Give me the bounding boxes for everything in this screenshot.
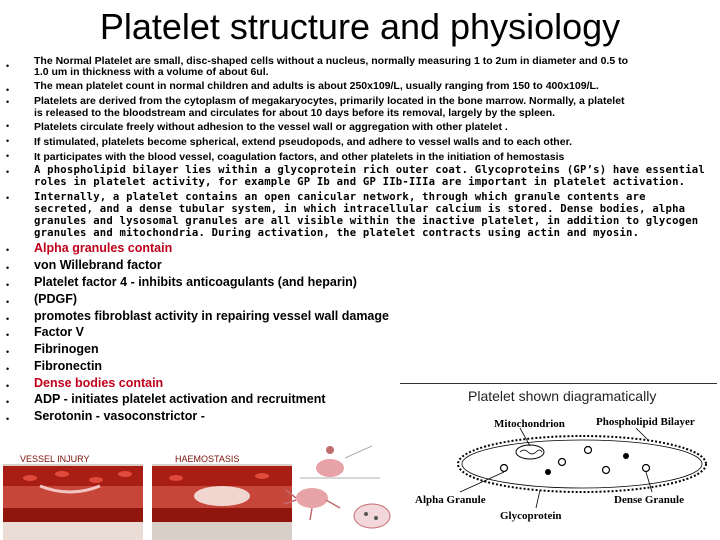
- bullet: •: [6, 297, 10, 307]
- granule-item: promotes fibroblast activity in repairing vessel wall damage: [34, 309, 389, 323]
- bullet: •: [6, 245, 10, 255]
- bullet: •: [6, 193, 10, 203]
- granule-item: (PDGF): [34, 292, 78, 306]
- page-title: Platelet structure and physiology: [99, 6, 621, 47]
- bullet: •: [6, 330, 10, 340]
- label-dense-granule: Dense Granule: [614, 494, 684, 506]
- bullet: •: [6, 347, 10, 357]
- label-alpha-granule: Alpha Granule: [415, 494, 486, 506]
- granule-item: Factor V: [34, 325, 85, 339]
- platelet-diagram: [440, 428, 720, 540]
- hemostasis-illustration: [0, 438, 400, 540]
- diagram-rule: [400, 383, 717, 384]
- bullet: •: [6, 136, 10, 146]
- mono-line: granules and mitochondria. During activation, the platelet contracts using actin and myosin.: [34, 227, 640, 239]
- granule-item: Platelet factor 4 - inhibits anticoagulants (and heparin): [34, 275, 357, 289]
- paragraph-line: If stimulated, platelets become spherical, extend pseudopods, and adhere to vessel walls and to each other.: [34, 136, 572, 148]
- paragraph-line: It participates with the blood vessel, coagulation factors, and other platelets in the initiation of hemostasis: [34, 151, 565, 163]
- label-vessel-injury: VESSEL INJURY: [20, 454, 90, 464]
- mono-line: granules and lysosomal granules are all visible within the inactive platelet, in addition to glycogen: [34, 215, 699, 227]
- granule-heading-dense: Dense bodies contain: [34, 376, 164, 390]
- bullet: •: [6, 121, 10, 131]
- bullet: •: [6, 314, 10, 324]
- label-mitochondrion: Mitochondrion: [494, 418, 565, 430]
- bullet: •: [6, 263, 10, 273]
- paragraph-line: The mean platelet count in normal children and adults is about 250x109/L, usually ranging from 150 to 400x109/L.: [34, 80, 599, 92]
- granule-item: von Willebrand factor: [34, 258, 162, 272]
- bullet: •: [6, 97, 10, 107]
- bullet: •: [6, 85, 10, 95]
- diagram-title: Platelet shown diagramatically: [468, 388, 657, 404]
- bullet: •: [6, 280, 10, 290]
- mono-line: roles in platelet activity, for example GP Ib and GP IIb-IIIa are important in platelet activation.: [34, 176, 686, 188]
- bullet: •: [6, 364, 10, 374]
- mono-line: secreted, and a dense tubular system, in which intracellular calcium is stored. Dense bodies, alpha: [34, 203, 686, 215]
- granule-item: Fibrinogen: [34, 342, 99, 356]
- mono-line: A phospholipid bilayer lies within a glycoprotein rich outer coat. Glycoproteins (GP’s) have essential: [34, 164, 705, 176]
- paragraph-line: The Normal Platelet are small, disc-shaped cells without a nucleus, normally measuring 1 to 2um in diameter and 0.5 to: [34, 55, 629, 67]
- bullet: •: [6, 414, 10, 424]
- bullet: •: [6, 151, 10, 161]
- bullet: •: [6, 61, 10, 71]
- paragraph-line: is released to the bloodstream and circulates for about 10 days before its removal, largely by the spleen.: [34, 107, 556, 119]
- label-phospholipid-bilayer: Phospholipid Bilayer: [596, 416, 695, 428]
- mono-line: Internally, a platelet contains an open canicular network, through which granule contents are: [34, 191, 646, 203]
- bullet: •: [6, 167, 10, 177]
- bullet: •: [6, 397, 10, 407]
- paragraph-line: Platelets circulate freely without adhesion to the vessel wall or aggregation with other platelet .: [34, 121, 508, 133]
- label-glycoprotein: Glycoprotein: [500, 510, 562, 522]
- granule-item: Serotonin - vasoconstrictor -: [34, 409, 205, 423]
- granule-item: Fibronectin: [34, 359, 103, 373]
- granule-item: ADP - initiates platelet activation and recruitment: [34, 392, 326, 406]
- paragraph-line: 1.0 um in thickness with a volume of about 6ul.: [34, 66, 269, 78]
- label-haemostasis: HAEMOSTASIS: [175, 454, 240, 464]
- paragraph-line: Platelets are derived from the cytoplasm of megakaryocytes, primarily located in the bone marrow. Normally, a platelet: [34, 95, 625, 107]
- granule-heading-alpha: Alpha granules contain: [34, 241, 173, 255]
- bullet: •: [6, 381, 10, 391]
